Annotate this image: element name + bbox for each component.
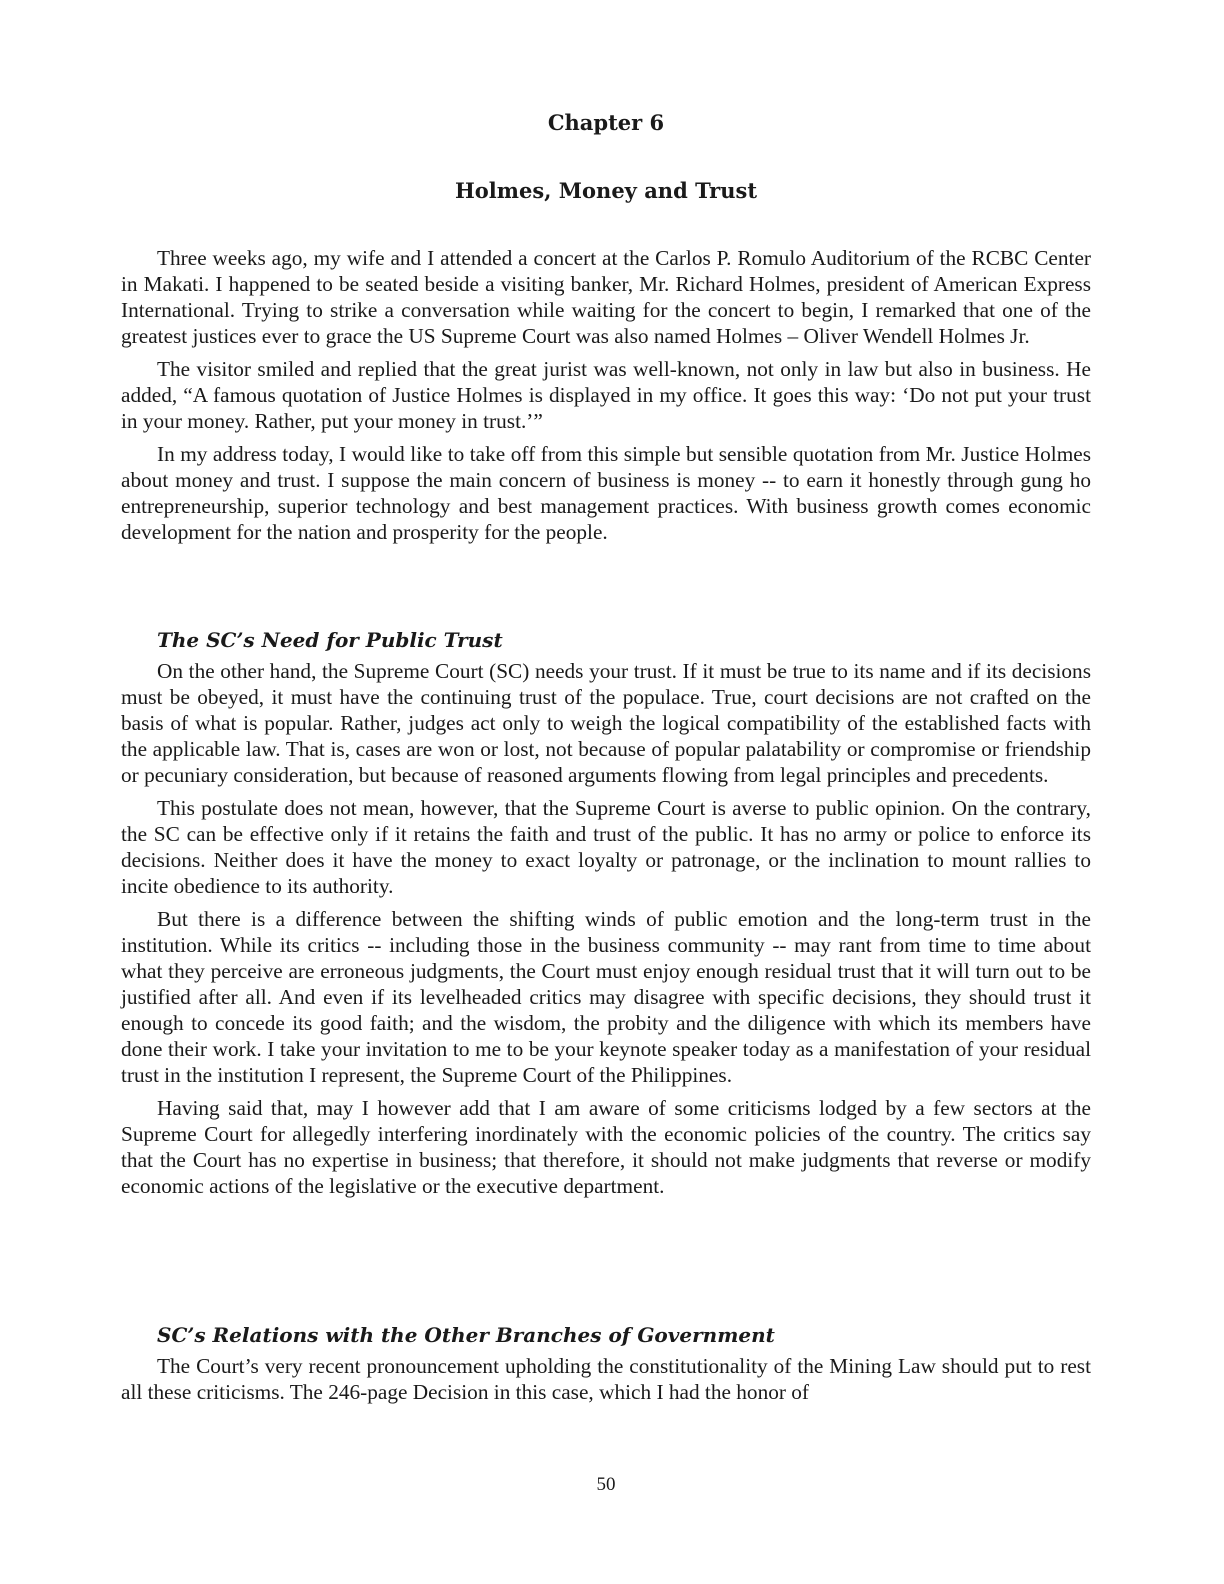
body-paragraph: But there is a difference between the shifting winds of public emotion and the long-term trust in the institution. While its critics -- including those in the business community -- may rant from time to time about what they perceive are erroneous judgments, the Court must enjoy enough residual trust that it will turn out to be justified after all. And even if its levelheaded critics may disagree with specific decisions, they should trust it enough to concede its good faith; and the wisdom, the probity and the diligence with which its members have done their work. I take your invitation to me to be your keynote speaker today as a manifestation of your residual trust in the institution I represent, the Supreme Court of the Philippines. (121, 907, 1091, 1087)
branches-section (121, 1320, 1091, 1412)
body-paragraph: This postulate does not mean, however, that the Supreme Court is averse to public opinion. On the contrary, the SC can be effective only if it retains the faith and trust of the public. It has no army or police to enforce its decisions. Neither does it have the money to exact loyalty or patronage, or the inclination to mount rallies to incite obedience to its authority. (121, 796, 1091, 898)
body-paragraph: On the other hand, the Supreme Court (SC) needs your trust. If it must be true to its name and if its decisions must be obeyed, it must have the continuing trust of the populace. True, court decisions are not crafted on the basis of what is popular. Rather, judges act only to weigh the logical compatibility of the established facts with the applicable law. That is, cases are won or lost, not because of popular palatability or compromise or friendship or pecuniary consideration, but because of reasoned arguments flowing from legal principles and precedents. (121, 659, 1091, 787)
body-paragraph: Three weeks ago, my wife and I attended a concert at the Carlos P. Romulo Auditorium of the RCBC Center in Makati. I happened to be seated beside a visiting banker, Mr. Richard Holmes, president of American Express International. Trying to strike a conversation while waiting for the concert to begin, I remarked that one of the greatest justices ever to grace the US Supreme Court was also named Holmes – Oliver Wendell Holmes Jr. (121, 246, 1091, 348)
section-heading: SC’s Relations with the Other Branches of Government (157, 1323, 775, 1347)
document-page (121, 0, 1091, 1584)
body-paragraph: The visitor smiled and replied that the great jurist was well-known, not only in law but also in business. He added, “A famous quotation of Justice Holmes is displayed in my office. It goes this way: ‘Do not put your trust in your money. Rather, put your money in trust.’” (121, 357, 1091, 433)
chapter-label: Chapter 6 (547, 110, 665, 135)
page-number: 50 (596, 1474, 616, 1495)
body-paragraph: Having said that, may I however add that I am aware of some criticisms lodged by a few sectors at the Supreme Court for allegedly interfering inordinately with the economic policies of the country. The critics say that the Court has no expertise in business; that therefore, it should not make judgments that reverse or modify economic actions of the legislative or the executive department. (121, 1096, 1091, 1198)
public-trust-section (121, 625, 1091, 1206)
body-paragraph: In my address today, I would like to take off from this simple but sensible quotation from Mr. Justice Holmes about money and trust. I suppose the main concern of business is money -- to earn it honestly through gung ho entrepreneurship, superior technology and best management practices. With business growth comes economic development for the nation and prosperity for the people. (121, 442, 1091, 544)
section-heading: The SC’s Need for Public Trust (157, 628, 503, 652)
body-paragraph: The Court’s very recent pronouncement upholding the constitutionality of the Mining Law should put to rest all these criticisms. The 246-page Decision in this case, which I had the honor of (121, 1354, 1091, 1404)
intro-section (121, 245, 1091, 552)
chapter-title: Holmes, Money and Trust (454, 178, 758, 203)
